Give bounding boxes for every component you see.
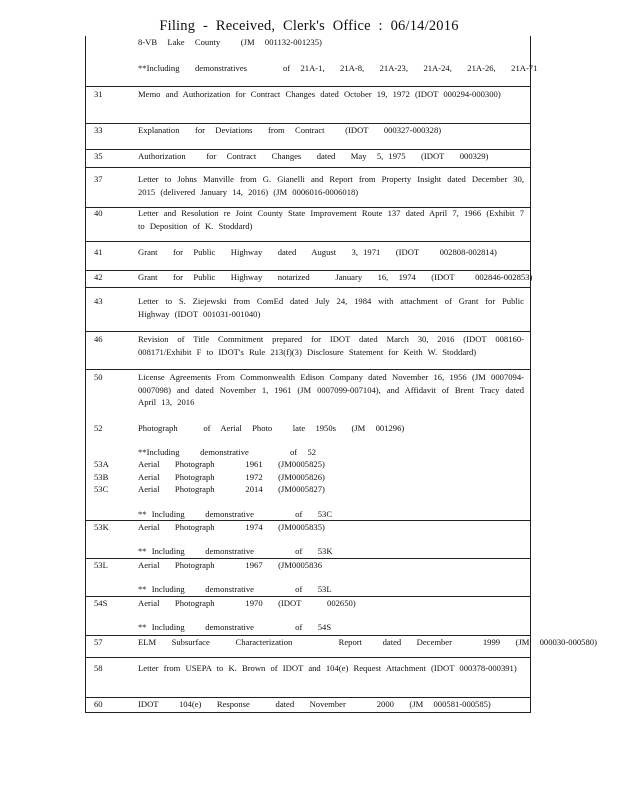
exhibit-description: Memo and Authorization for Contract Changes dated October 19, 1972 (IDOT 000294-000300) — [138, 89, 501, 99]
demonstratives-note: ** Including demonstrative of 53L — [138, 584, 332, 594]
exhibit-number: 53A — [94, 459, 109, 469]
exhibit-description: IDOT 104(e) Response dated November 2000 (JM 000581-000585) — [138, 699, 491, 709]
exhibit-number: 57 — [94, 637, 103, 647]
exhibit-description: 8-VB Lake County (JM 001132-001235) — [138, 37, 322, 47]
exhibit-number: 53K — [94, 522, 109, 532]
table-row — [86, 86, 530, 123]
table-row — [86, 167, 530, 207]
exhibit-number: 43 — [94, 296, 103, 306]
exhibit-number: 46 — [94, 334, 103, 344]
exhibit-description: Aerial Photograph 2014 (JM0005827) — [138, 484, 325, 494]
exhibit-number: 37 — [94, 174, 103, 184]
exhibit-description: Grant for Public Highway notarized January 16, 1974 (IDOT 002846-002853) — [138, 272, 533, 282]
exhibit-number: 54S — [94, 598, 108, 608]
table-row — [86, 558, 530, 596]
exhibit-description: ELM Subsurface Characterization Report dated December 1999 (JM 000030-000580) — [138, 637, 597, 647]
exhibit-number: 53L — [94, 560, 108, 570]
table-row — [86, 270, 533, 287]
exhibit-description: Aerial Photograph 1972 (JM0005826) — [138, 472, 325, 482]
table-row — [86, 520, 530, 558]
exhibit-description: Authorization for Contract Changes dated May 5, 1975 (IDOT 000329) — [138, 151, 489, 161]
exhibit-number: 42 — [94, 272, 103, 282]
table-row — [86, 241, 530, 270]
table-row — [86, 596, 530, 635]
exhibit-number: 53C — [94, 484, 109, 494]
exhibit-description: Letter and Resolution re Joint County State Improvement Route 137 dated April 7, 1966 (Exhibit 7 to Deposition of K. Stoddard) — [138, 208, 524, 231]
demonstratives-note: ** Including demonstrative of 54S — [138, 622, 332, 632]
exhibit-number: 52 — [94, 423, 103, 433]
exhibit-number: 53B — [94, 472, 109, 482]
exhibit-description: Explanation for Deviations from Contract (IDOT 000327-000328) — [138, 125, 442, 135]
exhibit-description: Letter to S. Ziejewski from ComEd dated July 24, 1984 with attachment of Grant for Public Highway (IDOT 001031-001040) — [138, 296, 524, 319]
table-row — [86, 331, 530, 369]
table-row — [86, 657, 530, 697]
demonstratives-note: **Including demonstratives of 21A-1, 21A-8, 21A-23, 21A-24, 21A-26, 21A-71 — [138, 63, 538, 73]
exhibit-description: Aerial Photograph 1961 (JM0005825) — [138, 459, 325, 469]
table-row — [86, 287, 530, 331]
table-row — [86, 369, 530, 520]
exhibit-table — [85, 36, 597, 713]
demonstratives-note: **Including demonstrative of 52 — [138, 447, 317, 457]
exhibit-description: Revision of Title Commitment prepared for IDOT dated March 30, 2016 (IDOT 008160-008171/Exhibit F to IDOT's Rule 213(f)(3) Disclosure Statement for Keith W. Stoddard) — [138, 334, 524, 357]
table-row — [86, 207, 530, 241]
exhibit-description: Aerial Photograph 1974 (JM0005835) — [138, 522, 325, 532]
exhibit-description: Letter to Johns Manville from G. Gianelli and Report from Property Insight dated December 30, 2015 (delivered January 14, 2016) (JM 0006016-0006018) — [138, 174, 524, 197]
exhibit-number: 58 — [94, 663, 103, 673]
exhibit-description: Aerial Photograph 1967 (JM0005836 — [138, 560, 322, 570]
table-row — [86, 149, 530, 167]
exhibit-number: 40 — [94, 208, 103, 218]
exhibit-description: Grant for Public Highway dated August 3, 1971 (IDOT 002808-002814) — [138, 247, 497, 257]
table-row — [86, 36, 538, 86]
demonstratives-note: ** Including demonstrative of 53C — [138, 509, 333, 519]
table-row — [86, 635, 597, 657]
exhibit-description: Aerial Photograph 1970 (IDOT 002650) — [138, 598, 356, 608]
exhibit-number: 60 — [94, 699, 103, 709]
exhibit-number: 50 — [94, 372, 103, 382]
table-row — [86, 697, 530, 712]
exhibit-description: License Agreements From Commonwealth Edison Company dated November 16, 1956 (JM 0007094-0007098) and dated November 1, 1961 (JM 0007099-007104), and Affidavit of Brent Tracy dated April 13, 2016 — [138, 372, 524, 407]
filing-stamp-header: Filing - Received, Clerk's Office : 06/14/2016 — [159, 18, 459, 34]
exhibit-number: 35 — [94, 151, 103, 161]
exhibit-description: Letter from USEPA to K. Brown of IDOT and 104(e) Request Attachment (IDOT 000378-000391) — [138, 663, 517, 673]
demonstratives-note: ** Including demonstrative of 53K — [138, 546, 333, 556]
exhibit-description: Photograph of Aerial Photo late 1950s (JM 001296) — [138, 423, 405, 433]
table-row — [86, 123, 530, 149]
exhibit-number: 33 — [94, 125, 103, 135]
exhibit-number: 41 — [94, 247, 103, 257]
exhibit-number: 31 — [94, 89, 103, 99]
